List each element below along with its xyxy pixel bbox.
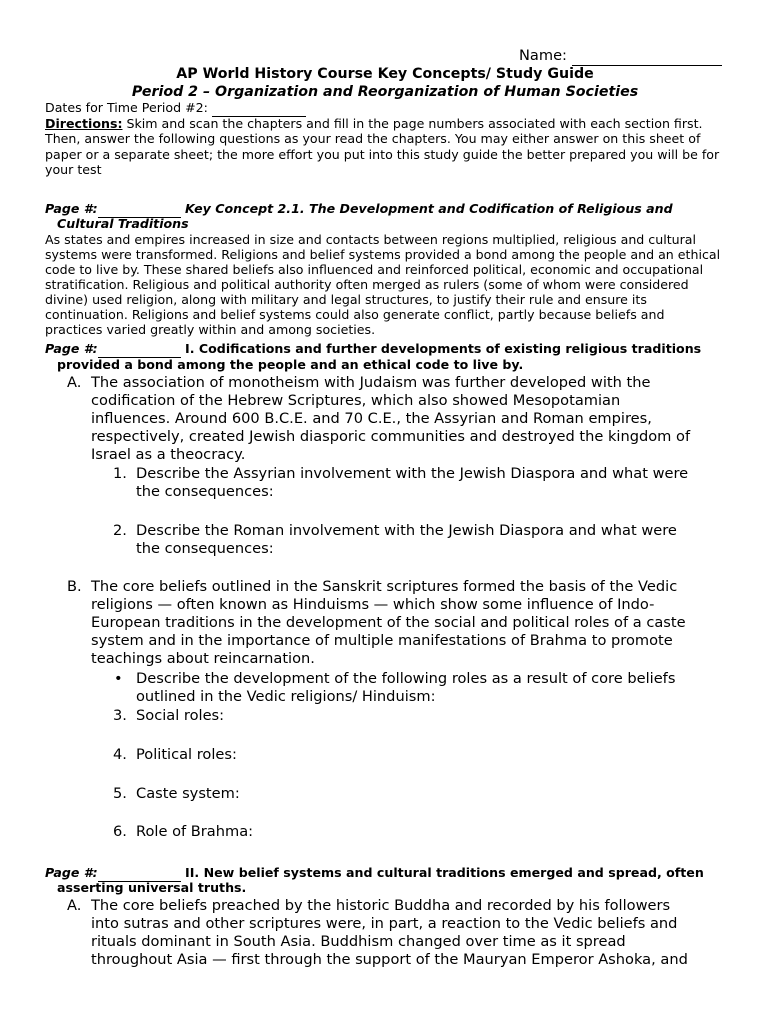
item-a2-line-4: throughout Asia — first through the support of the Mauryan Emperor Ashoka, and [91, 951, 688, 968]
dates-blank[interactable] [212, 100, 306, 117]
item-a-line-2: codification of the Hebrew Scriptures, which also showed Mesopotamian [91, 392, 621, 409]
question-5-text: Caste system: [136, 785, 240, 802]
directions-line-4: your test [45, 162, 102, 177]
item-a2-line-1: The core beliefs preached by the historic Buddha and recorded by his followers [91, 897, 671, 914]
name-field [519, 47, 722, 66]
directions-line-1: Directions: Skim and scan the chapters and fill in the page numbers associated with each section first. [45, 116, 703, 131]
intro-line-2: systems were transformed. Religions and belief systems provided a bond among the people and an ethical [45, 247, 721, 262]
dates-line [45, 100, 306, 117]
question-3-text: Social roles: [136, 707, 225, 724]
item-a-line-1: The association of monotheism with Judaism was further developed with the [91, 374, 651, 391]
item-b-line-1: The core beliefs outlined in the Sanskrit scriptures formed the basis of the Vedic [91, 578, 678, 595]
question-2-line-2: the consequences: [136, 540, 274, 557]
section-2-heading-cont: asserting universal truths. [57, 880, 247, 895]
question-1-marker: 1. [113, 465, 127, 482]
item-a2-line-3: rituals dominant in South Asia. Buddhism changed over time as it spread [91, 933, 626, 950]
item-a-line-3: influences. Around 600 B.C.E. and 70 C.E., the Assyrian and Roman empires, [91, 410, 652, 427]
dates-label: Dates for Time Period #2: [45, 100, 208, 115]
directions-line-3: paper or a separate sheet; the more effort you put into this study guide the better prepared you will be for [45, 147, 720, 162]
item-b-marker: B. [67, 578, 82, 595]
key-concept-heading: Page #: Key Concept 2.1. The Development and Codification of Religious and [45, 201, 673, 216]
question-2-line-1: Describe the Roman involvement with the Jewish Diaspora and what were [136, 522, 677, 539]
directions-label: Directions: [45, 116, 123, 131]
name-blank[interactable] [572, 47, 722, 66]
item-b-line-2: religions — often known as Hinduisms — which show some influence of Indo- [91, 596, 655, 613]
question-4-text: Political roles: [136, 746, 237, 763]
question-6-marker: 6. [113, 823, 127, 840]
section-1-heading: Page #: I. Codifications and further developments of existing religious traditions [45, 341, 702, 356]
intro-line-1: As states and empires increased in size and contacts between regions multiplied, religious and cultural [45, 232, 697, 247]
key-concept-heading-cont: Cultural Traditions [57, 216, 189, 231]
intro-line-7: practices varied greatly within and among societies. [45, 322, 376, 337]
intro-line-4: stratification. Religious and political authority often merged as rulers (some of whom were considered [45, 277, 689, 292]
section-1-heading-cont: provided a bond among the people and an ethical code to live by. [57, 357, 524, 372]
intro-line-6: continuation. Religions and belief systems could also generate conflict, partly because beliefs and [45, 307, 665, 322]
bullet-line-2: outlined in the Vedic religions/ Hinduism: [136, 688, 436, 705]
question-6-text: Role of Brahma: [136, 823, 254, 840]
item-a-line-4: respectively, created Jewish diasporic communities and destroyed the kingdom of [91, 428, 691, 445]
question-1-line-1: Describe the Assyrian involvement with the Jewish Diaspora and what were [136, 465, 689, 482]
section-2-heading: Page #: II. New belief systems and cultural traditions emerged and spread, often [45, 865, 704, 880]
item-b-line-3: European traditions in the development of the social and political roles of a caste [91, 614, 686, 631]
question-2-marker: 2. [113, 522, 127, 539]
bullet-marker: • [114, 670, 123, 687]
question-5-marker: 5. [113, 785, 127, 802]
question-1-line-2: the consequences: [136, 483, 274, 500]
item-a-marker: A. [67, 374, 82, 391]
course-title: AP World History Course Key Concepts/ Study Guide [176, 66, 594, 82]
name-label: Name: [519, 47, 567, 64]
intro-line-5: divine) used religion, along with military and legal structures, to justify their rule and ensure its [45, 292, 647, 307]
period-title: Period 2 – Organization and Reorganization of Human Societies [131, 84, 639, 100]
page-number-label: Page #: [45, 865, 98, 880]
item-a-line-5: Israel as a theocracy. [91, 446, 246, 463]
item-b-line-4: system and in the importance of multiple manifestations of Brahma to promote [91, 632, 673, 649]
question-3-marker: 3. [113, 707, 127, 724]
item-a2-marker: A. [67, 897, 82, 914]
item-a2-line-2: into sutras and other scriptures were, in part, a reaction to the Vedic beliefs and [91, 915, 678, 932]
page-number-blank[interactable] [98, 341, 181, 358]
page-number-label: Page #: [45, 201, 98, 216]
page-number-label: Page #: [45, 341, 98, 356]
item-b-line-5: teachings about reincarnation. [91, 650, 315, 667]
directions-line-2: Then, answer the following questions as your read the chapters. You may either answer on this sheet of [45, 131, 701, 146]
intro-line-3: code to live by. These shared beliefs also influenced and reinforced political, economic and occupational [45, 262, 704, 277]
question-4-marker: 4. [113, 746, 127, 763]
bullet-line-1: Describe the development of the following roles as a result of core beliefs [136, 670, 676, 687]
